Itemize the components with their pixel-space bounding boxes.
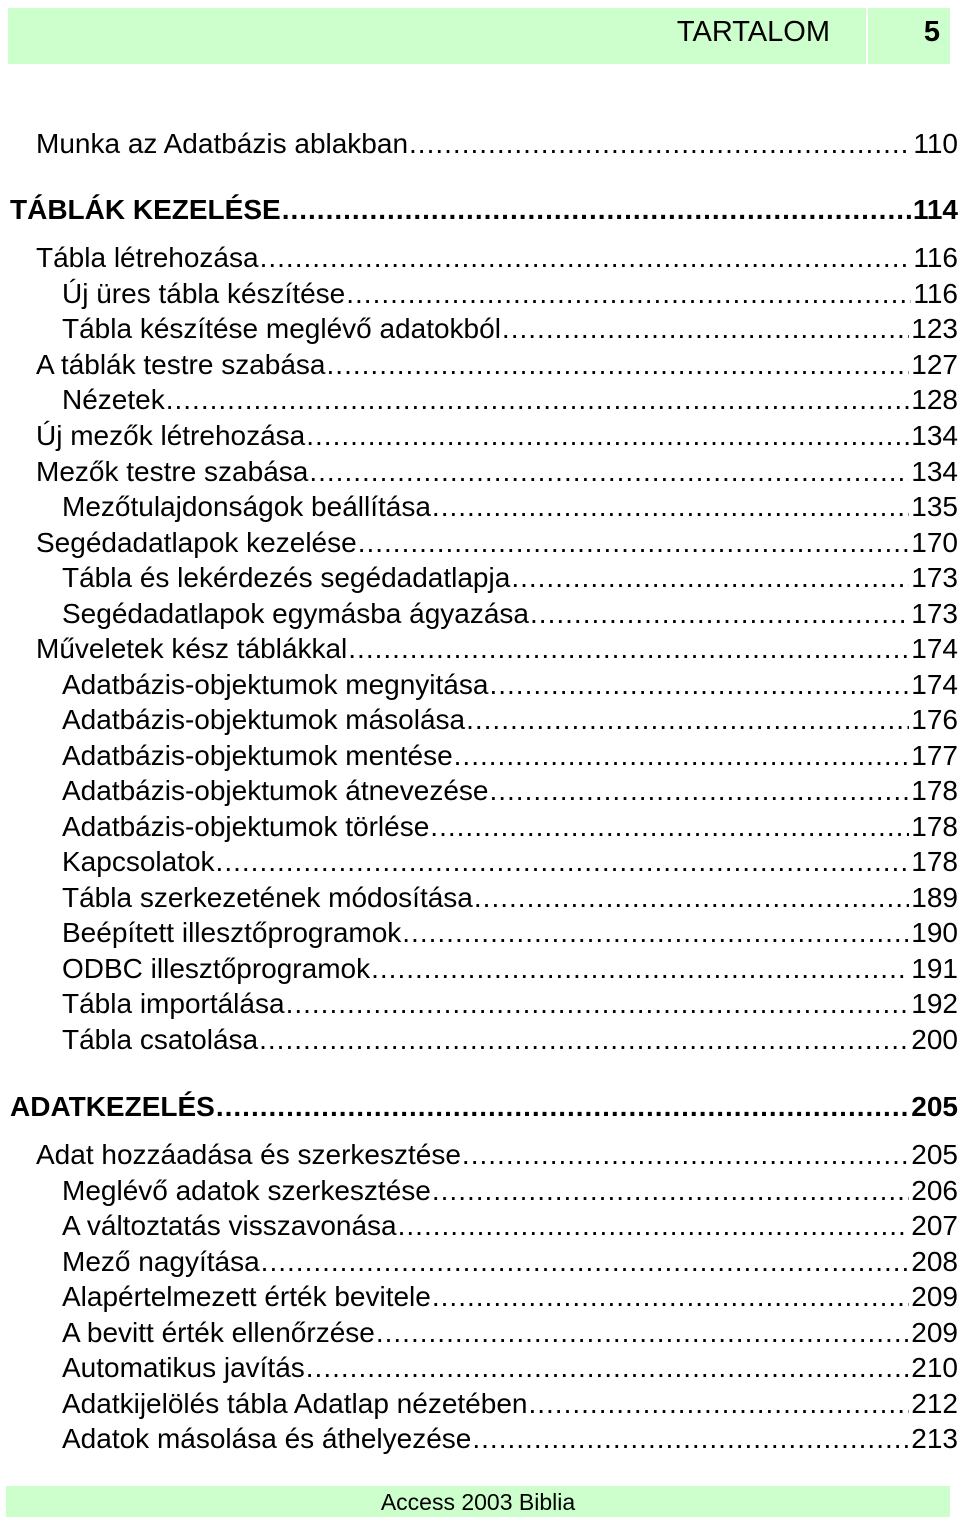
toc-leader-dots	[432, 1174, 909, 1208]
toc-entry[interactable]	[36, 127, 958, 161]
toc-entry-page: 212	[911, 1388, 958, 1419]
toc-entry-page: 177	[911, 740, 958, 771]
toc-leader-dots	[489, 668, 909, 702]
toc-entry[interactable]	[36, 455, 958, 489]
toc-entry-page: 176	[911, 704, 958, 735]
toc-subentry[interactable]	[62, 739, 958, 773]
toc-leader-dots	[346, 277, 911, 311]
toc-subentry[interactable]	[62, 810, 958, 844]
page-number: 5	[923, 16, 940, 48]
toc-entry-label: Adatok másolása és áthelyezése	[62, 1423, 472, 1454]
toc-entry-page: 135	[911, 491, 958, 522]
toc-entry-page: 174	[911, 633, 958, 664]
toc-entry-label: Új mezők létrehozása	[36, 420, 306, 451]
toc-entry-page: 210	[911, 1352, 958, 1383]
toc-entry[interactable]	[36, 419, 958, 453]
toc-entry-page: 173	[911, 562, 958, 593]
toc-subentry[interactable]	[62, 1023, 958, 1057]
toc-leader-dots	[309, 455, 909, 489]
toc-entry-label: ODBC illesztőprogramok	[62, 953, 371, 984]
toc-entry-page: 127	[911, 349, 958, 380]
toc-entry-page: 173	[911, 598, 958, 629]
toc-subentry[interactable]	[62, 561, 958, 595]
toc-leader-dots	[474, 881, 909, 915]
toc-leader-dots	[472, 1422, 909, 1456]
toc-leader-dots	[259, 1023, 909, 1057]
toc-subentry[interactable]	[62, 597, 958, 631]
toc-entry-page: 189	[911, 882, 958, 913]
toc-entry-label: Adatbázis-objektumok másolása	[62, 704, 466, 735]
toc-entry-label: Tábla importálása	[62, 988, 285, 1019]
toc-leader-dots	[530, 597, 909, 631]
toc-entry-page: 209	[911, 1281, 958, 1312]
toc-subentry[interactable]	[62, 703, 958, 737]
toc-entry-page: 192	[911, 988, 958, 1019]
toc-subentry[interactable]	[62, 845, 958, 879]
toc-leader-dots	[327, 348, 910, 382]
toc-entry-label: A bevitt érték ellenőrzése	[62, 1317, 375, 1348]
toc-chapter-label: TÁBLÁK KEZELÉSE	[10, 194, 281, 225]
page-header	[8, 8, 950, 64]
toc-entry-page: 178	[911, 811, 958, 842]
toc-entry-page: 213	[911, 1423, 958, 1454]
toc-leader-dots	[358, 526, 910, 560]
toc-subentry[interactable]	[62, 1245, 958, 1279]
toc-entry-page: 134	[911, 456, 958, 487]
toc-leader-dots	[216, 845, 910, 879]
toc-subentry[interactable]	[62, 1209, 958, 1243]
toc-leader-dots	[466, 703, 909, 737]
toc-leader-dots	[261, 1245, 910, 1279]
toc-leader-dots	[371, 952, 909, 986]
toc-entry-label: A táblák testre szabása	[36, 349, 326, 380]
toc-chapter-label: ADATKEZELÉS	[10, 1091, 215, 1122]
toc-entry-label: Beépített illesztőprogramok	[62, 917, 402, 948]
toc-entry-page: 207	[911, 1210, 958, 1241]
toc-entry-label: Adat hozzáadása és szerkesztése	[36, 1139, 461, 1170]
toc-chapter[interactable]	[10, 193, 958, 227]
toc-chapter[interactable]	[10, 1090, 958, 1124]
toc-entry-page: 174	[911, 669, 958, 700]
toc-entry-label: Kapcsolatok	[62, 846, 215, 877]
toc-leader-dots	[398, 1209, 910, 1243]
toc-entry[interactable]	[36, 1138, 958, 1172]
toc-chapter-page: 114	[912, 194, 958, 225]
toc-entry-page: 116	[913, 242, 958, 273]
toc-entry-label: Mezők testre szabása	[36, 456, 309, 487]
toc-subentry[interactable]	[62, 668, 958, 702]
toc-entry-label: Tábla és lekérdezés segédadatlapja	[62, 562, 511, 593]
toc-entry-label: Tábla létrehozása	[36, 242, 259, 273]
toc-leader-dots	[286, 987, 910, 1021]
toc-entry-label: Adatbázis-objektumok törlése	[62, 811, 430, 842]
toc-entry-page: 178	[911, 775, 958, 806]
toc-leader-dots	[454, 739, 910, 773]
toc-leader-dots	[306, 419, 909, 453]
toc-entry-label: Segédadatlapok egymásba ágyazása	[62, 598, 530, 629]
toc-subentry[interactable]	[62, 383, 958, 417]
toc-entry-page: 209	[911, 1317, 958, 1348]
toc-entry-label: Új üres tábla készítése	[62, 278, 346, 309]
toc-subentry[interactable]	[62, 490, 958, 524]
toc-entry-label: Adatkijelölés tábla Adatlap nézetében	[62, 1388, 528, 1419]
toc-leader-dots	[260, 241, 912, 275]
toc-subentry[interactable]	[62, 1316, 958, 1350]
toc-entry-page: 123	[911, 313, 958, 344]
toc-subentry[interactable]	[62, 1387, 958, 1421]
section-title: TARTALOM	[676, 16, 830, 48]
toc-leader-dots	[430, 810, 909, 844]
toc-leader-dots	[511, 561, 909, 595]
toc-entry-page: 128	[911, 384, 958, 415]
toc-entry-page: 191	[911, 953, 958, 984]
toc-entry-label: Tábla készítése meglévő adatokból	[62, 313, 501, 344]
toc-leader-dots	[348, 632, 909, 666]
toc-entry[interactable]	[36, 241, 958, 275]
toc-entry-label: Nézetek	[62, 384, 165, 415]
toc-leader-dots	[216, 1090, 909, 1124]
toc-leader-dots	[528, 1387, 909, 1421]
toc-subentry[interactable]	[62, 916, 958, 950]
toc-entry-label: A változtatás visszavonása	[62, 1210, 397, 1241]
toc-entry-page: 110	[913, 128, 958, 159]
page-footer: Access 2003 Biblia	[6, 1486, 950, 1517]
toc-entry-label: Tábla szerkezetének módosítása	[62, 882, 473, 913]
toc-subentry[interactable]	[62, 987, 958, 1021]
toc-entry-page: 178	[911, 846, 958, 877]
toc-entry-label: Segédadatlapok kezelése	[36, 527, 357, 558]
toc-entry-label: Adatbázis-objektumok mentése	[62, 740, 453, 771]
toc-leader-dots	[432, 1280, 909, 1314]
toc-entry-label: Adatbázis-objektumok átnevezése	[62, 775, 489, 806]
toc-entry-label: Mező nagyítása	[62, 1246, 260, 1277]
toc-subentry[interactable]	[62, 312, 958, 346]
toc-subentry[interactable]	[62, 1174, 958, 1208]
toc-entry[interactable]	[36, 348, 958, 382]
toc-leader-dots	[282, 193, 911, 227]
toc-entry-page: 200	[911, 1024, 958, 1055]
toc-subentry[interactable]	[62, 1280, 958, 1314]
toc-leader-dots	[376, 1316, 909, 1350]
toc-subentry[interactable]	[62, 277, 958, 311]
toc-entry-page: 116	[913, 278, 958, 309]
toc-subentry[interactable]	[62, 774, 958, 808]
toc-entry-label: Műveletek kész táblákkal	[36, 633, 348, 664]
toc-subentry[interactable]	[62, 881, 958, 915]
toc-entry-label: Alapértelmezett érték bevitele	[62, 1281, 431, 1312]
toc-entry-label: Adatbázis-objektumok megnyitása	[62, 669, 489, 700]
toc-entry-label: Mezőtulajdonságok beállítása	[62, 491, 431, 522]
toc-subentry[interactable]	[62, 952, 958, 986]
toc-entry-label: Tábla csatolása	[62, 1024, 259, 1055]
toc-entry-page: 208	[911, 1246, 958, 1277]
toc-chapter-page: 205	[911, 1091, 958, 1122]
toc-entry-page: 190	[911, 917, 958, 948]
toc-entry-page: 170	[911, 527, 958, 558]
toc-leader-dots	[409, 127, 911, 161]
toc-leader-dots	[306, 1351, 910, 1385]
toc-leader-dots	[166, 383, 910, 417]
toc-entry-label: Automatikus javítás	[62, 1352, 305, 1383]
toc-entry[interactable]	[36, 526, 958, 560]
toc-entry-page: 205	[911, 1139, 958, 1170]
toc-entry-label: Munka az Adatbázis ablakban	[36, 128, 409, 159]
toc-leader-dots	[502, 312, 909, 346]
toc-subentry[interactable]	[62, 1422, 958, 1456]
toc-leader-dots	[402, 916, 909, 950]
toc-entry[interactable]	[36, 632, 958, 666]
toc-entry-label: Meglévő adatok szerkesztése	[62, 1175, 431, 1206]
toc-leader-dots	[432, 490, 909, 524]
toc-leader-dots	[462, 1138, 909, 1172]
toc-subentry[interactable]	[62, 1351, 958, 1385]
toc-entry-page: 134	[911, 420, 958, 451]
toc-entry-page: 206	[911, 1175, 958, 1206]
toc-leader-dots	[489, 774, 909, 808]
